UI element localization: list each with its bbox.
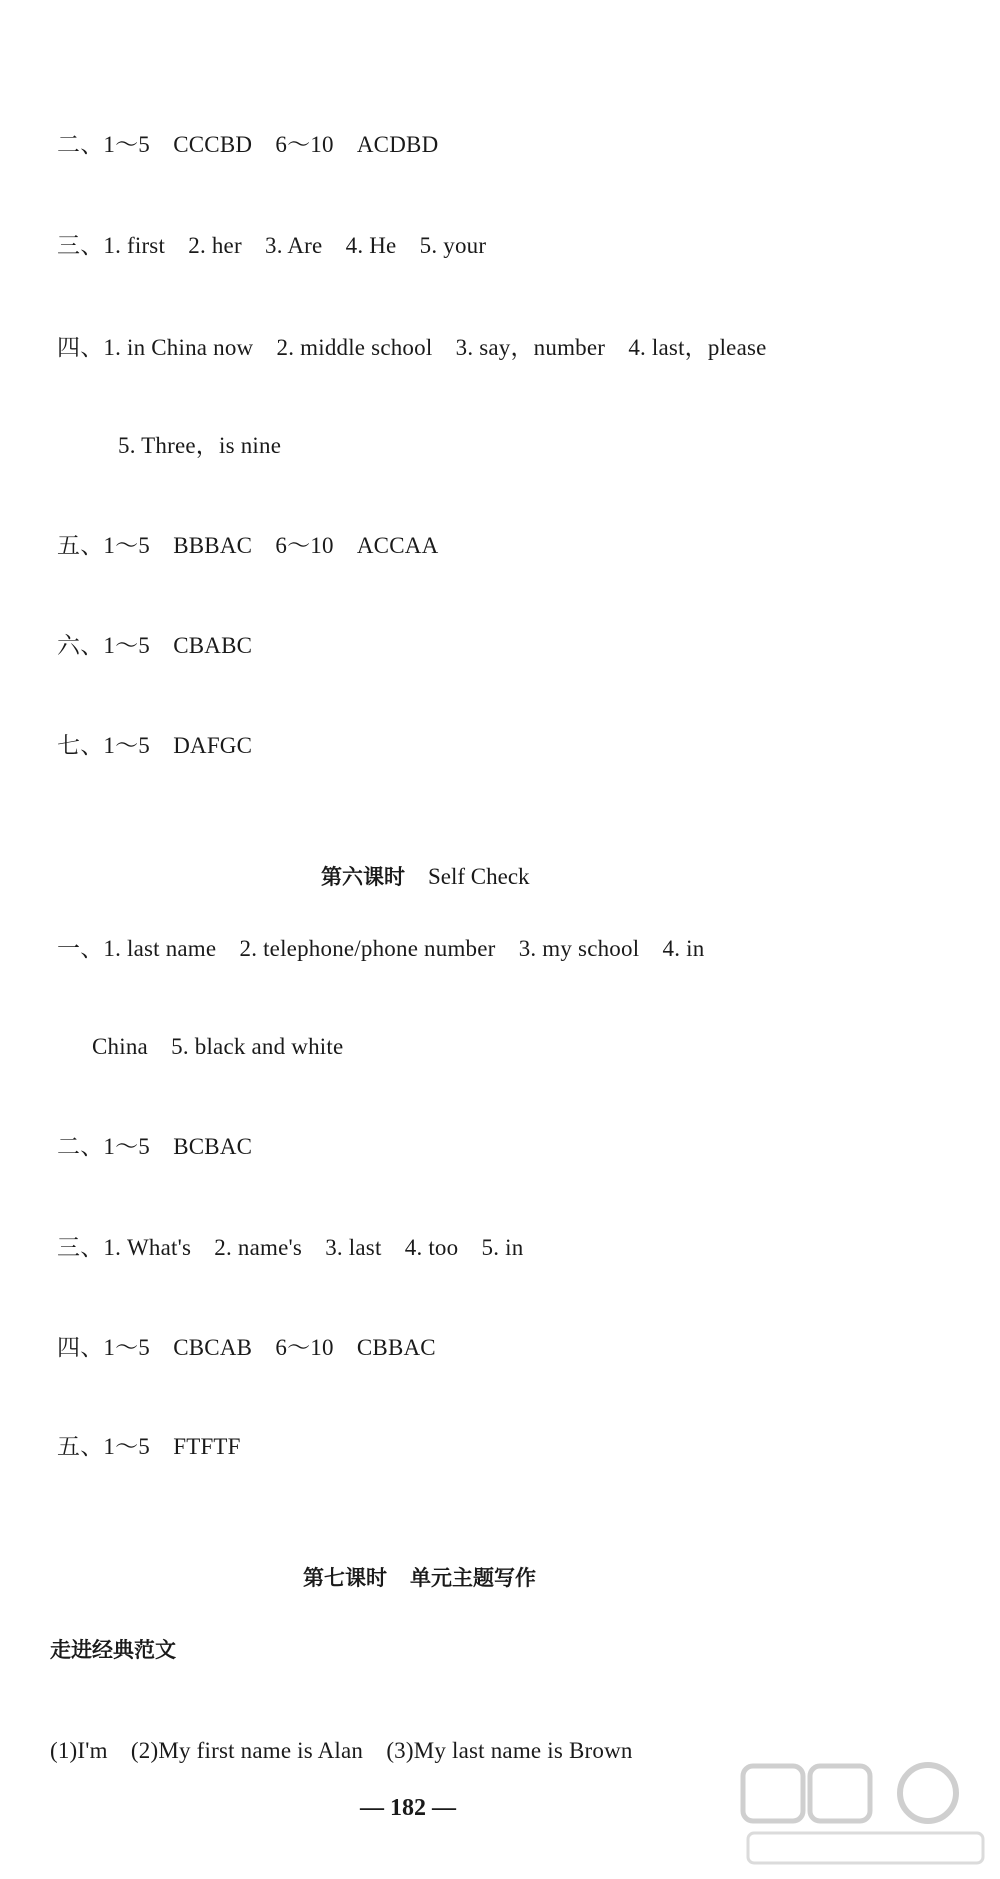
- answer-line-3: 三、1. first 2. her 3. Are 4. He 5. your: [57, 233, 487, 258]
- answer-line-5: 五、1～5 BBBAC 6～10 ACCAA: [57, 533, 439, 558]
- self-check-line-1: 一、1. last name 2. telephone/phone number 3. my school 4. in: [57, 936, 705, 961]
- lesson-7-title: 第七课时: [303, 1566, 387, 1590]
- lesson-6-subtitle: Self Check: [428, 864, 530, 889]
- lesson-7-heading: [280, 1533, 536, 1623]
- lesson-6-heading: [298, 832, 530, 922]
- self-check-line-1-continued: China 5. black and white: [92, 1034, 344, 1059]
- answer-line-6: 六、1～5 CBABC: [57, 633, 253, 658]
- lesson-7-topic: 单元主题写作: [410, 1566, 536, 1590]
- model-essay-line-1: (1)I'm (2)My first name is Alan (3)My last name is Brown: [50, 1738, 633, 1763]
- self-check-line-4: 四、1～5 CBCAB 6～10 CBBAC: [57, 1335, 436, 1360]
- watermark-logo-icon: [738, 1761, 988, 1871]
- page-number: — 182 —: [360, 1795, 456, 1821]
- answer-line-7: 七、1～5 DAFGC: [57, 733, 253, 758]
- answer-line-4-continued: 5. Three，is nine: [118, 433, 282, 458]
- self-check-line-3: 三、1. What's 2. name's 3. last 4. too 5. in: [57, 1235, 524, 1260]
- self-check-line-2: 二、1～5 BCBAC: [57, 1134, 253, 1159]
- model-essay-heading: 走进经典范文: [50, 1638, 176, 1662]
- lesson-6-title: 第六课时: [321, 865, 405, 889]
- self-check-line-5: 五、1～5 FTFTF: [57, 1434, 241, 1459]
- answer-line-4: 四、1. in China now 2. middle school 3. say，number 4. last，please: [57, 335, 767, 360]
- answer-line-2: 二、1～5 CCCBD 6～10 ACDBD: [57, 132, 439, 157]
